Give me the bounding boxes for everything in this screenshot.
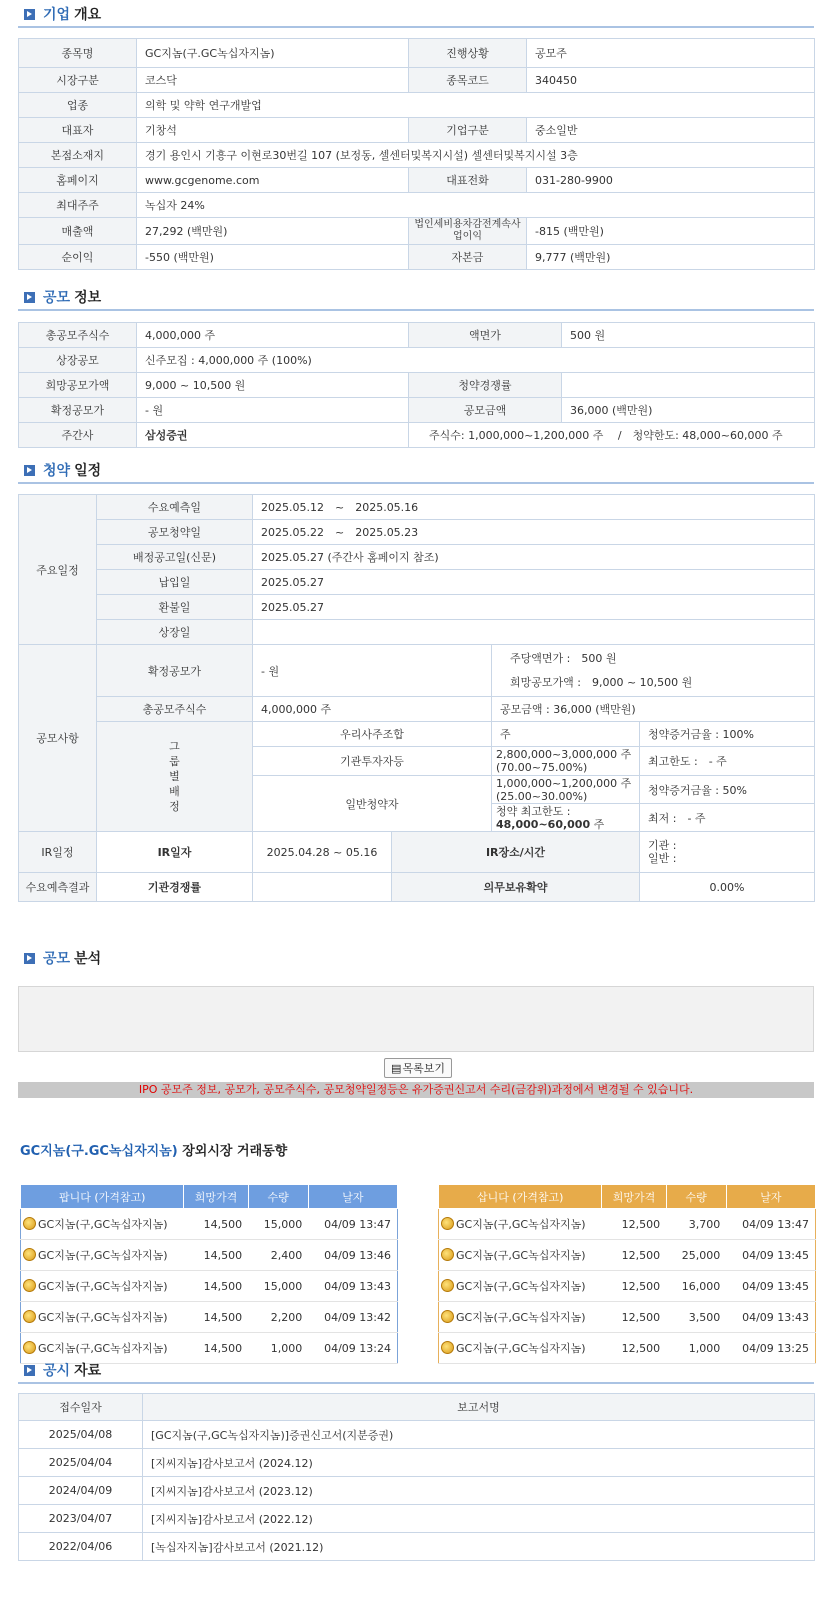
- section-title-overview: 기업 개요: [18, 2, 814, 28]
- otc-qty: 3,500: [666, 1302, 726, 1333]
- group-allocation-label: 그룹별배정: [97, 722, 253, 832]
- medal-icon: [23, 1279, 36, 1292]
- otc-price: 12,500: [602, 1333, 666, 1364]
- otc-row[interactable]: [439, 1271, 816, 1302]
- medal-icon: [441, 1310, 454, 1323]
- disclosure-row: [19, 1449, 815, 1477]
- otc-price: 14,500: [184, 1302, 248, 1333]
- otc-qty: 2,400: [248, 1240, 308, 1271]
- section-bullet-icon: [24, 292, 35, 303]
- otc-row[interactable]: [439, 1209, 816, 1240]
- medal-icon: [23, 1248, 36, 1261]
- otc-qty: 16,000: [666, 1271, 726, 1302]
- otc-qty: 1,000: [666, 1333, 726, 1364]
- medal-icon: [441, 1279, 454, 1292]
- otc-date: 04/09 13:45: [726, 1271, 815, 1302]
- otc-item-name[interactable]: GC지놈(구,GC녹십자지놈): [439, 1271, 602, 1302]
- otc-qty: 15,000: [248, 1209, 308, 1240]
- section-title-analysis: 공모 분석: [18, 945, 814, 971]
- disclosure-date: 2025/04/04: [19, 1449, 143, 1477]
- medal-icon: [441, 1341, 454, 1354]
- disclosure-date: 2023/04/07: [19, 1505, 143, 1533]
- medal-icon: [23, 1310, 36, 1323]
- otc-price: 12,500: [602, 1302, 666, 1333]
- otc-price: 14,500: [184, 1209, 248, 1240]
- otc-buy-table: 삽니다 (가격참고) 희망가격 수량 날자 GC지놈(구,GC녹십자지놈) 12,500 3,700 04/09 13:47 GC지놈(구,GC녹십자지놈) 12,500 25,000 04/09 13:45 GC지놈(구,GC녹십자지놈) 12,500 16,000 04/09 13:45 GC지놈(구,GC녹십자지놈) 12,500 3,500 04/09 13:43 GC지놈(구,GC녹십자지놈) 12,500 1,000 04/09 13:25: [438, 1184, 816, 1364]
- section-title-ipo: 공모 정보: [18, 285, 814, 311]
- otc-item-name[interactable]: GC지놈(구,GC녹십자지놈): [21, 1209, 184, 1240]
- disclosure-row: [19, 1477, 815, 1505]
- disclosure-report-link[interactable]: [녹십자지놈]감사보고서 (2021.12): [143, 1533, 815, 1561]
- otc-date: 04/09 13:24: [308, 1333, 397, 1364]
- otc-item-name[interactable]: GC지놈(구,GC녹십자지놈): [21, 1271, 184, 1302]
- otc-row[interactable]: [21, 1209, 398, 1240]
- medal-icon: [441, 1248, 454, 1261]
- otc-item-name[interactable]: GC지놈(구,GC녹십자지놈): [21, 1302, 184, 1333]
- disclosure-row: [19, 1533, 815, 1561]
- otc-date: 04/09 13:47: [726, 1209, 815, 1240]
- notice-bar: IPO 공모주 정보, 공모가, 공모주식수, 공모청약일정등은 유가증권신고서 수리(금감위)과정에서 변경될 수 있습니다.: [18, 1082, 814, 1098]
- otc-sell-table: 팝니다 (가격참고) 희망가격 수량 날자 GC지놈(구,GC녹십자지놈) 14,500 15,000 04/09 13:47 GC지놈(구,GC녹십자지놈) 14,500 2,400 04/09 13:46 GC지놈(구,GC녹십자지놈) 14,500 15,000 04/09 13:43 GC지놈(구,GC녹십자지놈) 14,500 2,200 04/09 13:42 GC지놈(구,GC녹십자지놈) 14,500 1,000 04/09 13:24: [20, 1184, 398, 1364]
- otc-row[interactable]: [21, 1240, 398, 1271]
- disclosure-date: 2024/04/09: [19, 1477, 143, 1505]
- disclosure-table: 접수일자 보고서명 2025/04/08 [GC지놈(구,GC녹십자지놈)]증권신고서(지분증권) 2025/04/04 [지씨지놈]감사보고서 (2024.12) 2024/04/09 [지씨지놈]감사보고서 (2023.12) 2023/04/07 [지씨지놈]감사보고서 (2022.12) 2022/04/06 [녹십자지놈]감사보고서 (2021.12): [18, 1393, 815, 1561]
- disclosure-row: [19, 1505, 815, 1533]
- otc-date: 04/09 13:42: [308, 1302, 397, 1333]
- medal-icon: [23, 1341, 36, 1354]
- disclosure-date: 2025/04/08: [19, 1421, 143, 1449]
- analysis-panel: [18, 986, 814, 1052]
- company-overview-table: 종목명 GC지놈(구.GC녹십자지놈) 진행상황 공모주 시장구분 코스닥 종목코드 340450 업종 의학 및 약학 연구개발업 대표자 기창석 기업구분 중소일반 본점소재지 경기 용인시 기흥구 이현로30번길 107 (보정동, 셀센터및복지시설) 셀센터및복지시설 3층 홈페이지 www.gcgenome.com 대표전화 031-280-9900 최대주주 녹십자 24% 매출액 27,292 (백만원) 법인세비용차감전계속사업이익 -815 (백만원) 순이익 -550 (백만원) 자본금 9,777 (백만원): [18, 38, 815, 270]
- otc-date: 04/09 13:43: [726, 1302, 815, 1333]
- otc-date: 04/09 13:46: [308, 1240, 397, 1271]
- section-bullet-icon: [24, 9, 35, 20]
- disclosure-row: [19, 1421, 815, 1449]
- otc-price: 14,500: [184, 1333, 248, 1364]
- otc-price: 14,500: [184, 1240, 248, 1271]
- otc-qty: 3,700: [666, 1209, 726, 1240]
- section-title-disclosure: 공시 자료: [18, 1358, 814, 1384]
- list-icon: ▤: [391, 1061, 402, 1075]
- otc-price: 14,500: [184, 1271, 248, 1302]
- company-name: GC지놈(구.GC녹십자지놈): [137, 39, 409, 68]
- otc-date: 04/09 13:43: [308, 1271, 397, 1302]
- disclosure-date: 2022/04/06: [19, 1533, 143, 1561]
- otc-date: 04/09 13:45: [726, 1240, 815, 1271]
- otc-row[interactable]: [21, 1271, 398, 1302]
- section-bullet-icon: [24, 465, 35, 476]
- otc-qty: 2,200: [248, 1302, 308, 1333]
- homepage-link[interactable]: www.gcgenome.com: [137, 168, 409, 193]
- list-button[interactable]: ▤ 목록보기: [384, 1058, 452, 1078]
- section-bullet-icon: [24, 953, 35, 964]
- disclosure-report-link[interactable]: [지씨지놈]감사보고서 (2023.12): [143, 1477, 815, 1505]
- otc-item-name[interactable]: GC지놈(구,GC녹십자지놈): [439, 1333, 602, 1364]
- otc-date: 04/09 13:47: [308, 1209, 397, 1240]
- otc-title: GC지놈(구.GC녹십자지놈) 장외시장 거래동향: [20, 1144, 288, 1159]
- schedule-table: 주요일정 수요예측일 2025.05.12 ~ 2025.05.16 공모청약일 2025.05.22 ~ 2025.05.23 배정공고일(신문) 2025.05.27 (주간사 홈페이지 참조) 납입일 2025.05.27 환불일 2025.05.27 상장일 공모사항 확정공모가 - 원 주당액면가 : 500 원 희망공모가액 : 9,000 ~ 10,500 원 총공모주식수 4,000,000 주 공모금액 : 36,000 (백만원) 그룹별배정 우리사주조합 주 청약증거금율 : 100% 기관투자자등 2,800,000~3,000,000 주 (70.00~75.00%) 최고한도 : - 주 일반청약자 1,000,000~1,200,000 주 (25.00~30.00%) 청약증거금율 : 50% 청약 최고한도 : 48,000~60,000 주 최저 : - 주 IR일정 IR일자 2025.04.28 ~ 05.16 IR장소/시간 기관 : 일반 : 수요예측결과 기관경쟁률 의무보유확약 0.00%: [18, 494, 815, 902]
- otc-qty: 15,000: [248, 1271, 308, 1302]
- section-bullet-icon: [24, 1365, 35, 1376]
- otc-qty: 25,000: [666, 1240, 726, 1271]
- ipo-info-table: 총공모주식수 4,000,000 주 액면가 500 원 상장공모 신주모집 : 4,000,000 주 (100%) 희망공모가액 9,000 ~ 10,500 원 청약경쟁률 확정공모가 - 원 공모금액 36,000 (백만원) 주간사 삼성증권 주식수: 1,000,000~1,200,000 주 / 청약한도: 48,000~60,000 주: [18, 322, 815, 448]
- otc-price: 12,500: [602, 1209, 666, 1240]
- otc-item-name[interactable]: GC지놈(구,GC녹십자지놈): [439, 1302, 602, 1333]
- otc-qty: 1,000: [248, 1333, 308, 1364]
- otc-row[interactable]: [21, 1302, 398, 1333]
- disclosure-report-link[interactable]: [지씨지놈]감사보고서 (2022.12): [143, 1505, 815, 1533]
- otc-item-name[interactable]: GC지놈(구,GC녹십자지놈): [439, 1209, 602, 1240]
- otc-row[interactable]: [439, 1302, 816, 1333]
- otc-date: 04/09 13:25: [726, 1333, 815, 1364]
- otc-item-name[interactable]: GC지놈(구,GC녹십자지놈): [21, 1333, 184, 1364]
- otc-price: 12,500: [602, 1240, 666, 1271]
- disclosure-report-link[interactable]: [GC지놈(구,GC녹십자지놈)]증권신고서(지분증권): [143, 1421, 815, 1449]
- medal-icon: [441, 1217, 454, 1230]
- otc-row[interactable]: [439, 1240, 816, 1271]
- medal-icon: [23, 1217, 36, 1230]
- section-title-schedule: 청약 일정: [18, 458, 814, 484]
- otc-item-name[interactable]: GC지놈(구,GC녹십자지놈): [439, 1240, 602, 1271]
- disclosure-report-link[interactable]: [지씨지놈]감사보고서 (2024.12): [143, 1449, 815, 1477]
- otc-price: 12,500: [602, 1271, 666, 1302]
- otc-item-name[interactable]: GC지놈(구,GC녹십자지놈): [21, 1240, 184, 1271]
